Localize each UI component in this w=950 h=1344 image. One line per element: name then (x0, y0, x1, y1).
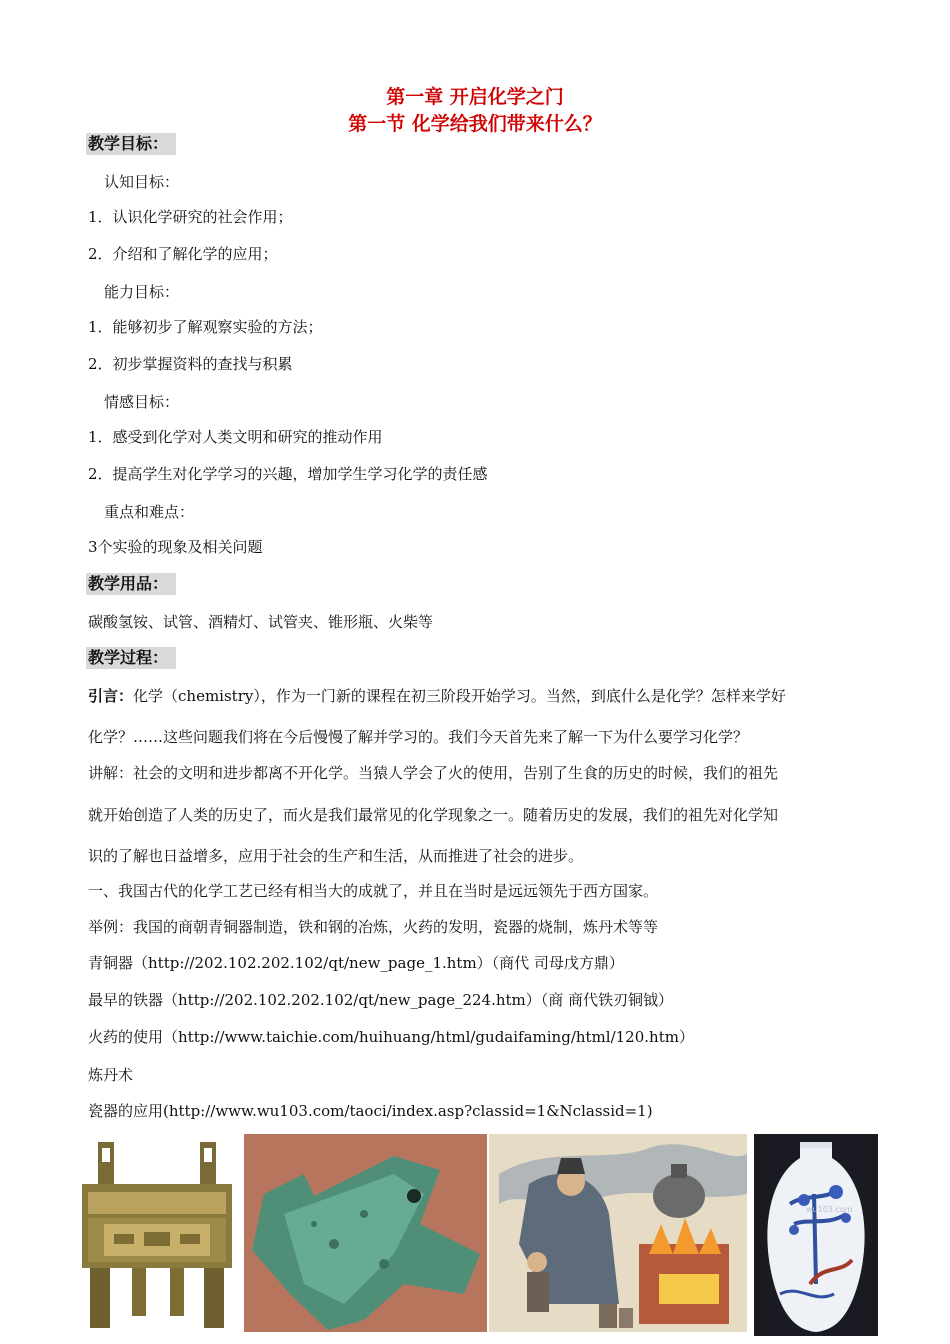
intro-text-line: 化学？……这些问题我们将在今后慢慢了解并学习的。我们今天首先来了解一下为什么要学习化学？ (88, 728, 749, 746)
ability-item: 2．初步掌握资料的查找与积累 (88, 355, 293, 373)
section-title: 第一节 化学给我们带来什么？ (348, 113, 602, 135)
vase-watermark: wu103.com (806, 1205, 853, 1214)
emotion-item: 2．提高学生对化学学习的兴趣，增加学生学习化学的责任感 (88, 465, 488, 483)
point-one: 一、我国古代的化学工艺已经有相当大的成就了，并且在当时是远远领先于西方国家。 (88, 882, 659, 900)
intro-paragraph-line (88, 686, 786, 706)
example-line: 举例：我国的商朝青铜器制造，铁和钢的冶炼，火药的发明，瓷器的烧制，炼丹术等等 (88, 918, 659, 936)
bronze-ding-image (74, 1134, 240, 1332)
emotion-item: 1．感受到化学对人类文明和研究的推动作用 (88, 428, 383, 446)
iron-reference: 最早的铁器（http://202.102.202.102/qt/new_page_224.htm）（商 商代铁刃铜钺） (88, 991, 674, 1009)
ability-item: 1．能够初步了解观察实验的方法； (88, 318, 323, 336)
chapter-title: 第一章 开启化学之门 (386, 86, 564, 108)
key-points-label: 重点和难点： (104, 503, 195, 521)
intro-label: 引言： (88, 687, 134, 705)
bronze-axe-image (244, 1134, 487, 1332)
process-heading: 教学过程： (86, 647, 176, 669)
bronze-reference: 青铜器（http://202.102.202.102/qt/new_page_1.htm）（商代 司母戊方鼎） (88, 954, 624, 972)
materials-heading: 教学用品： (86, 573, 176, 595)
objectives-heading: 教学目标： (86, 133, 176, 155)
cognitive-label: 认知目标： (104, 173, 180, 191)
cognitive-item: 2．介绍和了解化学的应用； (88, 245, 278, 263)
alchemy-illustration-image (489, 1134, 747, 1332)
materials-text: 碳酸氢铵、试管、酒精灯、试管夹、锥形瓶、火柴等 (88, 613, 434, 631)
porcelain-reference: 瓷器的应用(http://www.wu103.com/taoci/index.asp?classid=1&Nclassid=1) (88, 1102, 653, 1120)
porcelain-vase-image (754, 1134, 878, 1336)
gunpowder-reference: 火药的使用（http://www.taichie.com/huihuang/html/gudaifaming/html/120.htm） (88, 1028, 694, 1046)
cognitive-item: 1．认识化学研究的社会作用； (88, 208, 293, 226)
intro-text: 化学（chemistry），作为一门新的课程在初三阶段开始学习。当然，到底什么是化学？怎样来学好 (133, 687, 786, 705)
key-points-text: 3个实验的现象及相关问题 (88, 538, 263, 556)
explain-text-line: 识的了解也日益增多，应用于社会的生产和生活，从而推进了社会的进步。 (88, 847, 584, 865)
explain-text-line: 就开始创造了人类的历史了，而火是我们最常见的化学现象之一。随着历史的发展，我们的祖先对化学知 (88, 806, 779, 824)
alchemy-line: 炼丹术 (88, 1066, 134, 1084)
ability-label: 能力目标： (104, 283, 180, 301)
emotion-label: 情感目标： (104, 393, 180, 411)
explain-text-line: 讲解：社会的文明和进步都离不开化学。当猿人学会了火的使用，告别了生食的历史的时候，我们的祖先 (88, 764, 779, 782)
